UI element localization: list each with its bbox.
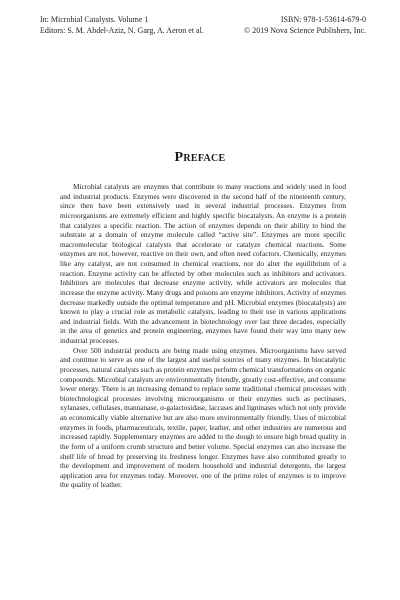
editors-line: Editors: S. M. Abdel-Aziz, N. Garg, A. Aeron et al. xyxy=(40,26,204,35)
preface-body xyxy=(60,182,346,490)
paragraph-1: Microbial catalysts are enzymes that contribute to many reactions and widely used in food and industrial products. Enzymes were discovered in the second half of the nineteenth century, since then have been extensively used in several industrial processes. Enzymes from microorganisms are extremely efficient and highly specific biocatalysts. An enzyme is a protein that catalyzes a specific reaction. The action of enzymes depends on their ability to bind the substrate at a domain of enzyme molecule called “active site”. Enzymes are more specific macromolecular biological catalysts that accelerate or catalyze chemical reactions. Some enzymes are not, however, reactive on their own, and often need cofactors. Chemically, enzymes like any catalyst, are not consumed in chemical reactions, nor do alter the equilibrium of a reaction. Enzyme activity can be affected by other molecules such as inhibitors and activators. Inhibitors are molecules that decrease enzyme activity, while activators are molecules that increase the enzyme activity. Many drugs and poisons are enzyme inhibitors. Activity of enzymes decrease markedly outside the optimal temperature and pH. Microbial enzymes (biocatalysts) are known to play a crucial role as metabolic catalysts, leading to their use in various applications and industrial fields. With the advancement in biotechnology over last three decades, especially in the area of genetics and protein engineering, enzymes have found their way into many new industrial processes. xyxy=(60,182,346,345)
paragraph-2: Over 500 industrial products are being made using enzymes. Microorganisms have served and continue to serve as one of the largest and useful sources of many enzymes. In biocatalytic processes, natural catalysts such as protein enzymes perform chemical transformations on organic compounds. Microbial catalysts are environmentally friendly, greatly cost-effective, and consume lower energy. There is an increasing demand to replace some traditional chemical processes with biotechnological processes involving microorganisms or their enzymes such as pectinases, xylanases, cellulases, mannanase, α-galactosidase, laccases and ligninases which not only provide an economically viable alternative but are also more environmentally friendly. Uses of microbial enzymes in foods, pharmaceuticals, textile, paper, leather, and other industries are numerous and increased rapidly. Supplementary enzymes are added to the dough to ensure high bread quality in the form of a uniform crumb structure and better volume. Special enzymes can also increase the shelf life of bread by preserving its freshness longer. Enzymes have also contributed greatly to the development and improvement of modern household and industrial detergents, the largest application area for enzymes today. Moreover, one of the prime roles of enzymes is to improve the quality of leather. xyxy=(60,345,346,490)
page-title: Preface xyxy=(174,150,226,165)
header-row-bottom xyxy=(40,25,366,36)
copyright-line: © 2019 Nova Science Publishers, Inc. xyxy=(244,26,366,35)
page-header xyxy=(40,14,366,36)
isbn-line: ISBN: 978-1-53614-679-0 xyxy=(280,15,366,24)
book-title-line: In: Microbial Catalysts. Volume 1 xyxy=(40,15,149,24)
header-row-top xyxy=(40,14,366,25)
